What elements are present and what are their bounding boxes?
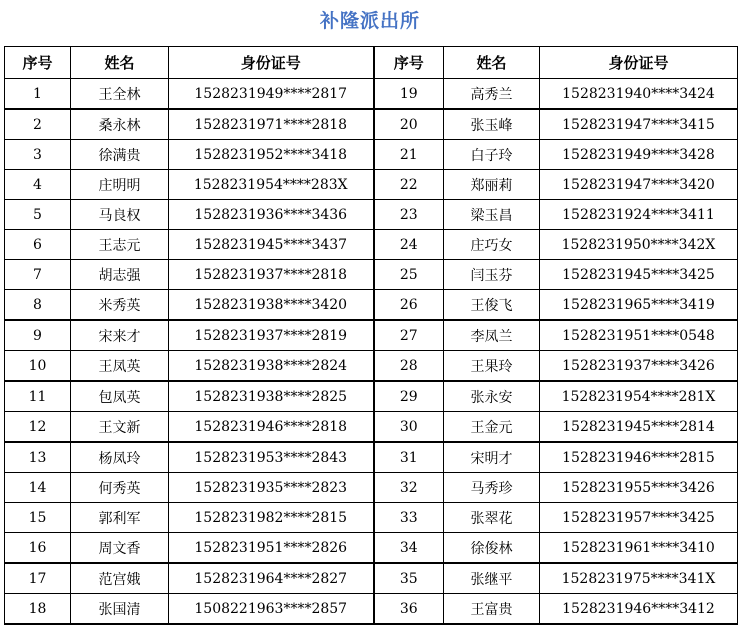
row-number-left: 4 [5,170,71,200]
row-number-left: 6 [5,230,71,260]
row-id-left: 1528231937****2818 [169,260,374,290]
row-id-left: 1508221963****2857 [169,594,374,625]
row-number-left: 16 [5,533,71,564]
row-id-right: 1528231965****3419 [540,290,738,321]
table-row [5,109,738,140]
row-name-left: 包凤英 [71,381,169,412]
row-id-right: 1528231954****281X [540,381,738,412]
row-name-right: 宋明才 [444,442,540,473]
table-row [5,533,738,564]
row-number-left: 18 [5,594,71,625]
row-name-left: 米秀英 [71,290,169,321]
row-number-right: 36 [374,594,444,625]
table-row [5,594,738,625]
row-id-right: 1528231949****3428 [540,140,738,170]
row-id-left: 1528231954****283X [169,170,374,200]
table-row [5,473,738,503]
row-name-right: 高秀兰 [444,79,540,110]
table-row [5,230,738,260]
row-name-right: 李凤兰 [444,320,540,351]
row-id-left: 1528231946****2818 [169,412,374,443]
table-row [5,563,738,594]
row-id-right: 1528231946****3412 [540,594,738,625]
row-name-right: 王金元 [444,412,540,443]
row-id-left: 1528231938****2825 [169,381,374,412]
row-name-right: 梁玉昌 [444,200,540,230]
table-row [5,140,738,170]
header-row [5,47,738,79]
row-id-right: 1528231945****2814 [540,412,738,443]
row-name-left: 郭利军 [71,503,169,533]
row-name-left: 桑永林 [71,109,169,140]
table-row [5,200,738,230]
table-row [5,290,738,321]
row-id-right: 1528231947****3415 [540,109,738,140]
roster-table [4,46,738,625]
row-id-left: 1528231964****2827 [169,563,374,594]
row-name-left: 庄明明 [71,170,169,200]
row-name-left: 徐满贵 [71,140,169,170]
row-name-right: 张永安 [444,381,540,412]
table-row [5,412,738,443]
table-row [5,170,738,200]
row-id-right: 1528231951****0548 [540,320,738,351]
row-name-right: 张玉峰 [444,109,540,140]
row-id-right: 1528231946****2815 [540,442,738,473]
row-number-left: 1 [5,79,71,110]
row-name-left: 胡志强 [71,260,169,290]
row-number-right: 21 [374,140,444,170]
row-id-left: 1528231937****2819 [169,320,374,351]
row-id-left: 1528231945****3437 [169,230,374,260]
row-number-left: 7 [5,260,71,290]
table-row [5,442,738,473]
table-row [5,79,738,110]
row-id-left: 1528231971****2818 [169,109,374,140]
row-name-right: 闫玉芬 [444,260,540,290]
row-name-right: 王果玲 [444,351,540,382]
row-name-left: 王志元 [71,230,169,260]
page-title: 补隆派出所 [319,10,420,32]
row-id-right: 1528231940****3424 [540,79,738,110]
row-id-right: 1528231961****3410 [540,533,738,564]
table-row [5,260,738,290]
row-number-left: 2 [5,109,71,140]
row-id-left: 1528231949****2817 [169,79,374,110]
row-id-right: 1528231957****3425 [540,503,738,533]
row-number-left: 10 [5,351,71,382]
row-name-left: 范宫娥 [71,563,169,594]
row-id-left: 1528231982****2815 [169,503,374,533]
row-id-left: 1528231952****3418 [169,140,374,170]
row-name-right: 王俊飞 [444,290,540,321]
row-number-right: 34 [374,533,444,564]
row-name-left: 王凤英 [71,351,169,382]
row-number-right: 24 [374,230,444,260]
row-name-left: 王全林 [71,79,169,110]
table-row [5,381,738,412]
row-id-right: 1528231947****3420 [540,170,738,200]
row-name-left: 宋来才 [71,320,169,351]
table-row [5,351,738,382]
row-number-left: 9 [5,320,71,351]
row-id-left: 1528231951****2826 [169,533,374,564]
row-number-right: 23 [374,200,444,230]
row-number-right: 27 [374,320,444,351]
row-name-right: 白子玲 [444,140,540,170]
row-name-right: 王富贵 [444,594,540,625]
row-number-right: 26 [374,290,444,321]
row-id-left: 1528231936****3436 [169,200,374,230]
table-row [5,503,738,533]
row-name-right: 庄巧女 [444,230,540,260]
row-name-right: 郑丽莉 [444,170,540,200]
row-name-right: 马秀珍 [444,473,540,503]
row-number-right: 20 [374,109,444,140]
row-name-right: 张继平 [444,563,540,594]
table-row [5,320,738,351]
header-id-right: 身份证号 [540,47,738,79]
row-number-right: 30 [374,412,444,443]
row-number-left: 8 [5,290,71,321]
row-number-right: 33 [374,503,444,533]
row-name-left: 杨凤玲 [71,442,169,473]
row-name-right: 徐俊林 [444,533,540,564]
row-number-left: 17 [5,563,71,594]
row-name-right: 张翠花 [444,503,540,533]
row-id-right: 1528231924****3411 [540,200,738,230]
row-id-left: 1528231935****2823 [169,473,374,503]
row-id-right: 1528231975****341X [540,563,738,594]
row-id-left: 1528231938****3420 [169,290,374,321]
row-id-right: 1528231950****342X [540,230,738,260]
row-number-left: 3 [5,140,71,170]
row-number-left: 11 [5,381,71,412]
row-number-left: 5 [5,200,71,230]
header-name-left: 姓名 [71,47,169,79]
row-number-left: 15 [5,503,71,533]
row-number-left: 14 [5,473,71,503]
row-number-right: 19 [374,79,444,110]
row-number-right: 25 [374,260,444,290]
header-no-left: 序号 [5,47,71,79]
row-name-left: 周文香 [71,533,169,564]
row-id-left: 1528231938****2824 [169,351,374,382]
row-name-left: 马良权 [71,200,169,230]
header-no-right: 序号 [374,47,444,79]
row-name-left: 张国清 [71,594,169,625]
row-number-right: 28 [374,351,444,382]
header-name-right: 姓名 [444,47,540,79]
row-number-right: 35 [374,563,444,594]
row-number-right: 31 [374,442,444,473]
row-name-left: 何秀英 [71,473,169,503]
row-number-left: 12 [5,412,71,443]
row-number-left: 13 [5,442,71,473]
row-id-left: 1528231953****2843 [169,442,374,473]
row-number-right: 29 [374,381,444,412]
row-name-left: 王文新 [71,412,169,443]
row-id-right: 1528231937****3426 [540,351,738,382]
row-number-right: 22 [374,170,444,200]
row-id-right: 1528231955****3426 [540,473,738,503]
roster-body [5,79,738,625]
row-number-right: 32 [374,473,444,503]
row-id-right: 1528231945****3425 [540,260,738,290]
header-id-left: 身份证号 [169,47,374,79]
